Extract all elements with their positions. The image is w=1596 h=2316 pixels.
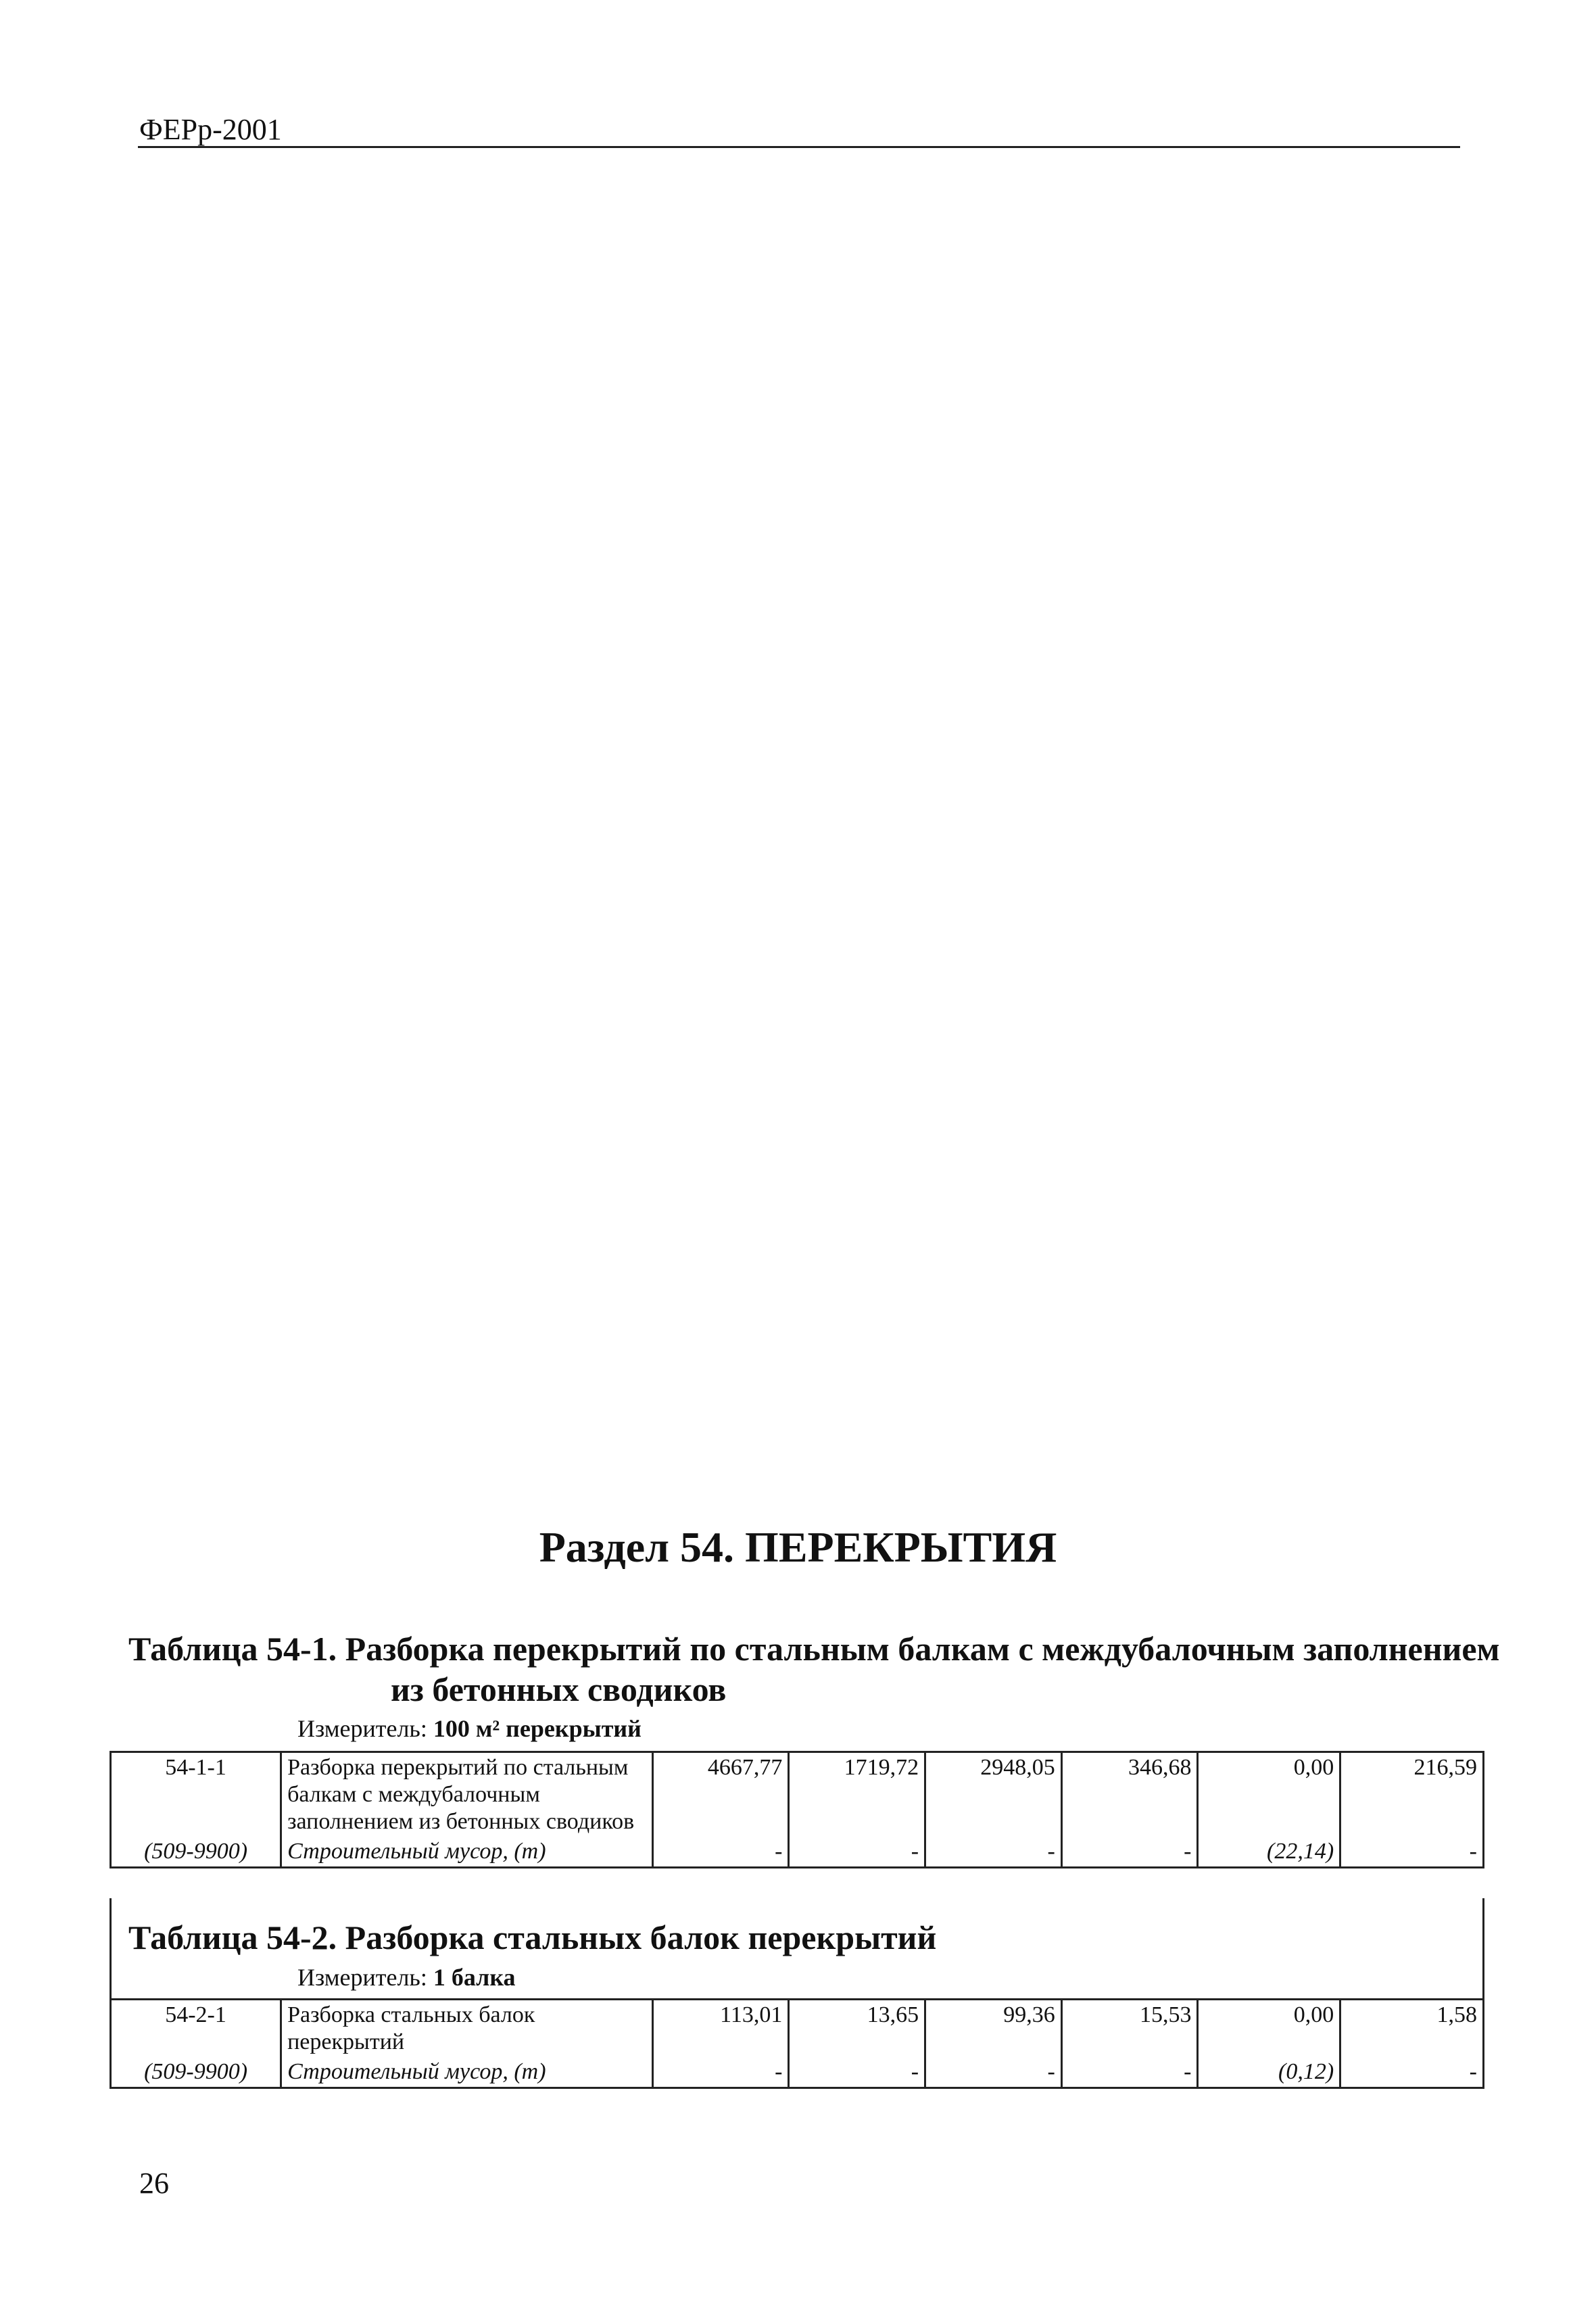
unit-value: 100 м² перекрытий <box>433 1715 642 1742</box>
table-1-title: Таблица 54-1. Разборка перекрытий по стальным балкам с междубалочным заполнением <box>128 1630 1500 1668</box>
value-cell: 1,58 <box>1340 2000 1484 2058</box>
resource-value: - <box>652 1837 789 1868</box>
unit-label: Измеритель: <box>297 1964 427 1991</box>
row-description: Разборка перекрытий по стальным балкам с междубалочным заполнением из бетонных сводиков <box>281 1752 653 1837</box>
table-1 <box>110 1751 1484 1868</box>
table-subrow <box>111 1837 1484 1868</box>
resource-code: (509-9900) <box>111 1837 281 1868</box>
table-row <box>111 2000 1484 2058</box>
value-cell: 113,01 <box>652 2000 789 2058</box>
resource-value: - <box>789 2057 925 2088</box>
resource-value: - <box>1061 2057 1198 2088</box>
resource-code: (509-9900) <box>111 2057 281 2088</box>
row-code: 54-1-1 <box>111 1752 281 1837</box>
table-1-title-continued: из бетонных сводиков <box>391 1670 727 1708</box>
table-row <box>111 1752 1484 1837</box>
unit-label: Измеритель: <box>297 1715 427 1742</box>
value-cell: 99,36 <box>925 2000 1062 2058</box>
value-cell: 216,59 <box>1340 1752 1484 1837</box>
resource-value: - <box>789 1837 925 1868</box>
table-2-title: Таблица 54-2. Разборка стальных балок перекрытий <box>128 1919 937 1956</box>
value-cell: 15,53 <box>1061 2000 1198 2058</box>
table-frame-left <box>110 1898 112 2000</box>
resource-description: Строительный мусор, (т) <box>281 1837 653 1868</box>
resource-value: - <box>1340 2057 1484 2088</box>
table-frame-right <box>1482 1898 1484 2000</box>
resource-value: (0,12) <box>1198 2057 1340 2088</box>
table-subrow <box>111 2057 1484 2088</box>
document-header: ФЕРр-2001 <box>139 113 282 146</box>
value-cell: 2948,05 <box>925 1752 1062 1837</box>
value-cell: 13,65 <box>789 2000 925 2058</box>
unit-value: 1 балка <box>433 1964 516 1991</box>
value-cell: 0,00 <box>1198 1752 1340 1837</box>
table-1-unit <box>297 1714 642 1743</box>
value-cell: 346,68 <box>1061 1752 1198 1837</box>
section-title: Раздел 54. ПЕРЕКРЫТИЯ <box>539 1523 1057 1571</box>
table-2-unit <box>297 1963 516 1992</box>
page-number: 26 <box>139 2167 169 2200</box>
table-2 <box>110 1998 1484 2089</box>
row-description: Разборка стальных балок перекрытий <box>281 2000 653 2058</box>
row-code: 54-2-1 <box>111 2000 281 2058</box>
resource-value: - <box>1340 1837 1484 1868</box>
resource-value: - <box>925 2057 1062 2088</box>
resource-value: (22,14) <box>1198 1837 1340 1868</box>
value-cell: 0,00 <box>1198 2000 1340 2058</box>
header-rule <box>138 146 1460 148</box>
resource-value: - <box>1061 1837 1198 1868</box>
resource-value: - <box>652 2057 789 2088</box>
value-cell: 4667,77 <box>652 1752 789 1837</box>
resource-description: Строительный мусор, (т) <box>281 2057 653 2088</box>
value-cell: 1719,72 <box>789 1752 925 1837</box>
resource-value: - <box>925 1837 1062 1868</box>
